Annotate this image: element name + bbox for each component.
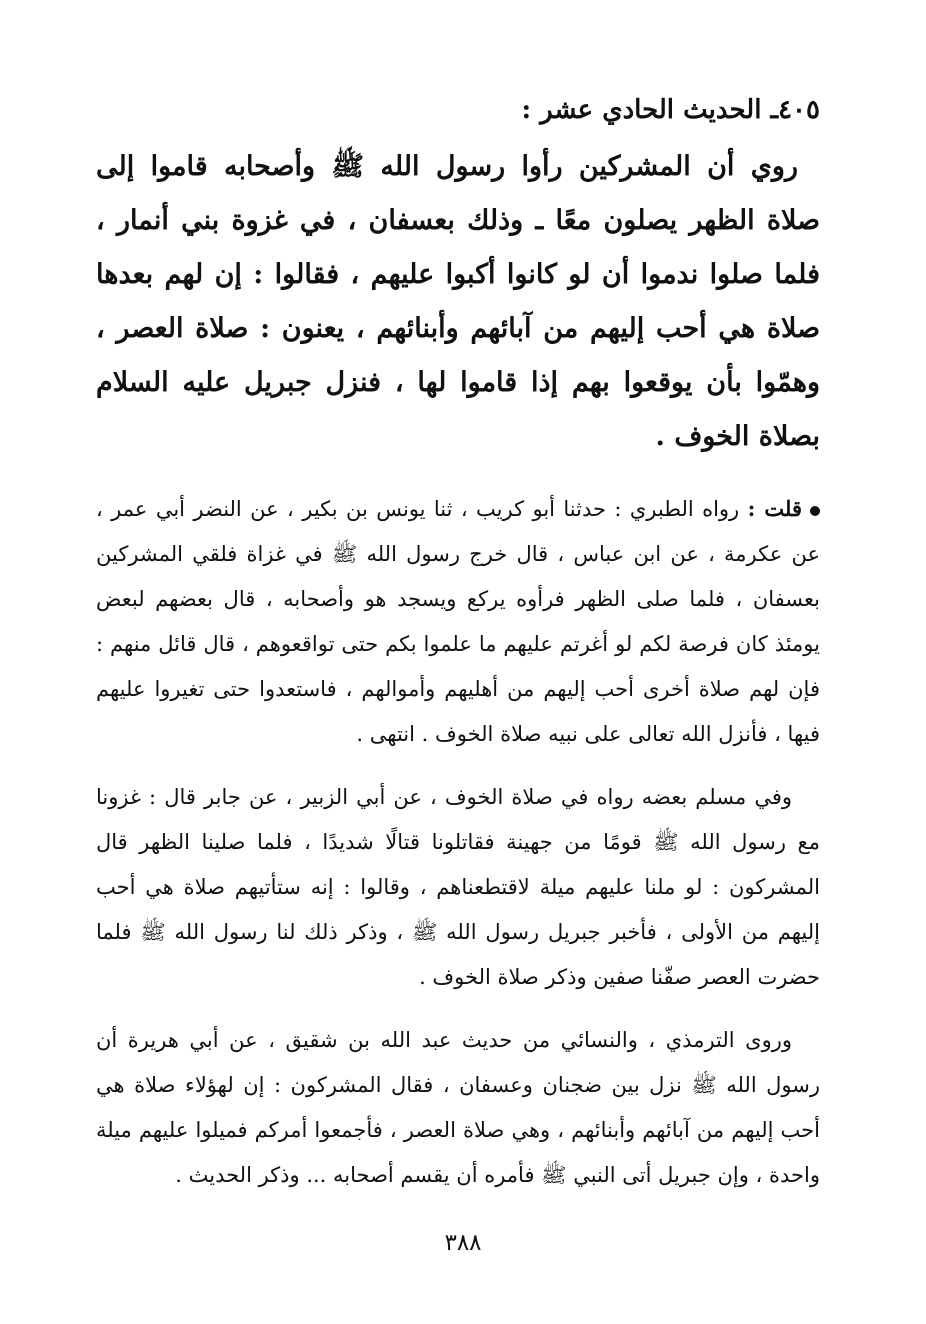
hadith-text: روي أن المشركين رأوا رسول الله ﷺ وأصحابه قاموا إلى صلاة الظهر يصلون معًا ـ وذلك بعسفان ، في غزوة بني أنمار ، فلما صلوا ندموا أن لو كانوا أكبوا عليهم ، فقالوا : إن لهم بعدها صلاة هي أحب إليهم من آبائهم وأبنائهم ، يعنون : صلاة العصر ، وهمّوا بأن يوقعوا بهم إذا قاموا لها ، فنزل جبريل عليه السلام بصلاة الخوف . xyxy=(96,151,820,452)
page-number: ٣٨٨ xyxy=(444,1230,482,1256)
hadith-heading: ٤٠٥ـ الحديث الحادي عشر : xyxy=(521,95,820,125)
comment-label: قلت : xyxy=(747,496,802,521)
tirmidhi-paragraph: وروى الترمذي ، والنسائي من حديث عبد الله بن شقيق ، عن أبي هريرة أن رسول الله ﷺ نزل بين ضجنان وعسفان ، فقال المشركون : إن لهؤلاء صلاة هي أحب إليهم من آبائهم وأبنائهم ، وهي صلاة العصر ، فأجمعوا أمركم فميلوا عليهم ميلة واحدة ، وإن جبريل أتى النبي ﷺ فأمره أن يقسم أصحابه ... وذكر الحديث . xyxy=(96,1028,821,1187)
comment-text: رواه الطبري : حدثنا أبو كريب ، ثنا يونس بن بكير ، عن النضر أبي عمر ، عن عكرمة ، عن ابن عباس ، قال خرج رسول الله ﷺ في غزاة فلقي المشركين بعسفان ، فلما صلى الظهر فرأوه يركع ويسجد هو وأصحابه ، قال بعضهم لبعض يومئذ كان فرصة لكم لو أغرتم عليهم ما علموا بكم حتى تواقعوهم ، قال قائل منهم : فإن لهم صلاة أخرى أحب إليهم من أهليهم وأموالهم ، فاستعدوا حتى تغيروا عليهم فيها ، فأنزل الله تعالى على نبيه صلاة الخوف . انتهى . xyxy=(96,497,820,746)
muslim-paragraph: وفي مسلم بعضه رواه في صلاة الخوف ، عن أبي الزبير ، عن جابر قال : غزونا مع رسول الله ﷺ قومًا من جهينة فقاتلونا قتالًا شديدًا ، فلما صلينا الظهر قال المشركون : لو ملنا عليهم ميلة لاقتطعناهم ، وقالوا : إنه ستأتيهم صلاة هي أحب إليهم من الأولى ، فأخبر جبريل رسول الله ﷺ ، وذكر ذلك لنا رسول الله ﷺ فلما حضرت العصر صفّنا صفين وذكر صلاة الخوف . xyxy=(96,785,820,989)
bullet-icon xyxy=(810,506,820,516)
comment-paragraph xyxy=(96,486,820,757)
page-body xyxy=(96,88,820,1198)
